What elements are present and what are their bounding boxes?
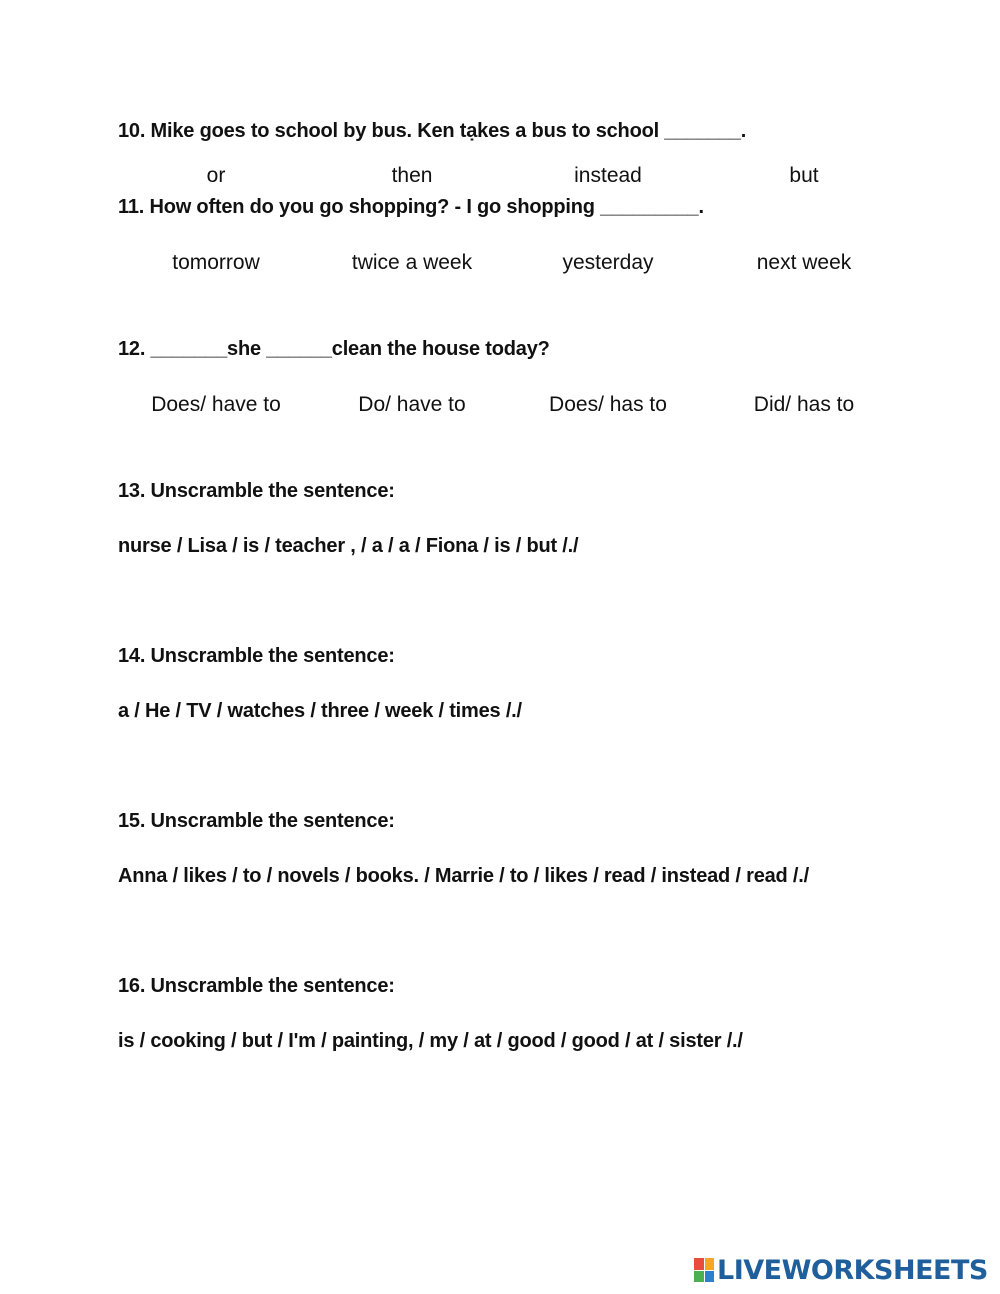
logo-text: LIVEWORKSHEETS <box>717 1254 988 1286</box>
option-does-has-to[interactable]: Does/ has to <box>549 393 667 416</box>
option-do-have-to[interactable]: Do/ have to <box>358 393 466 416</box>
question-16-words: is / cooking / but / I'm / painting, / my / at / good / good / at / sister /./ <box>118 1030 743 1052</box>
option-next-week[interactable]: next week <box>756 251 852 274</box>
option-yesterday[interactable]: yesterday <box>562 251 654 274</box>
option-twice-a-week[interactable]: twice a week <box>351 251 473 274</box>
question-14-words: a / He / TV / watches / three / week / times /./ <box>118 700 522 722</box>
logo-mark-icon <box>694 1258 714 1282</box>
question-13-prompt: 13. Unscramble the sentence: <box>118 480 395 502</box>
question-10-options <box>0 164 1000 194</box>
question-16-prompt: 16. Unscramble the sentence: <box>118 975 395 997</box>
option-but[interactable]: but <box>789 164 819 187</box>
question-12-options <box>0 393 1000 423</box>
question-11-prompt: 11. How often do you go shopping? - I go shopping _________. <box>118 196 704 218</box>
option-did-has-to[interactable]: Did/ has to <box>753 393 855 416</box>
option-tomorrow[interactable]: tomorrow <box>172 251 260 274</box>
question-12-prompt: 12. _______she ______clean the house today? <box>118 338 550 360</box>
option-instead[interactable]: instead <box>574 164 642 187</box>
question-15-words: Anna / likes / to / novels / books. / Marrie / to / likes / read / instead / read /./ <box>118 865 809 887</box>
option-then[interactable]: then <box>391 164 433 187</box>
question-14-prompt: 14. Unscramble the sentence: <box>118 645 395 667</box>
question-13-words: nurse / Lisa / is / teacher , / a / a / Fiona / is / but /./ <box>118 535 579 557</box>
liveworksheets-logo[interactable] <box>694 1256 988 1284</box>
question-11-options <box>0 251 1000 281</box>
option-or[interactable]: or <box>206 164 226 187</box>
question-10-prompt: 10. Mike goes to school by bus. Ken tạkes a bus to school _______. <box>118 120 747 142</box>
option-does-have-to[interactable]: Does/ have to <box>151 393 281 416</box>
question-15-prompt: 15. Unscramble the sentence: <box>118 810 395 832</box>
